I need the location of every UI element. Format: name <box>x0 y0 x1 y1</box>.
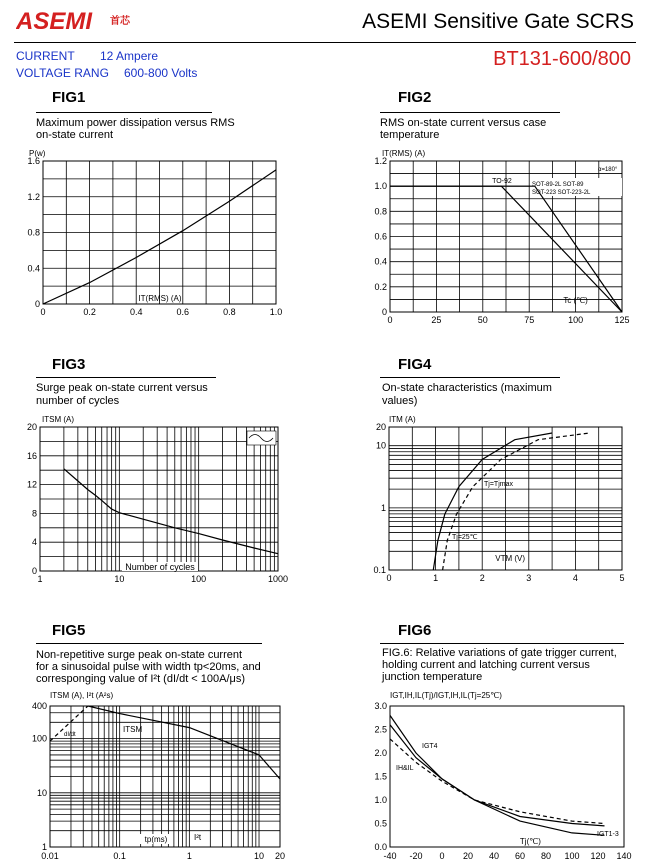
fig5-x-axis-label: tp(ms) <box>144 835 168 844</box>
fig6-annotation-igt4: IGT4 <box>422 743 438 750</box>
fig5-desc2: for a sinusoidal pulse with width tp<20ms, and <box>36 661 261 673</box>
fig4-x-tick-label: 2 <box>479 573 485 583</box>
fig2-annotation-sot89: SOT-89-2L SOT-89 <box>532 182 584 188</box>
fig2-x-tick-label: 25 <box>431 315 442 325</box>
fig4-annotation-tj25: Tj=25℃ <box>452 534 478 541</box>
fig2-desc2: temperature <box>380 129 440 141</box>
fig3-y-tick-label: 16 <box>26 450 37 461</box>
fig6-x-tick-label: -20 <box>409 851 423 861</box>
fig3-y-tick-label: 0 <box>31 566 37 576</box>
fig4-y-tick-label: 1 <box>380 502 386 513</box>
fig1-y-tick-label: 0.8 <box>27 227 40 238</box>
fig2-x-tick-label: 75 <box>524 315 535 325</box>
fig3-y-tick-label: 12 <box>26 479 37 490</box>
fig6-y-tick-label: 1.0 <box>374 795 387 805</box>
fig6-y-tick-label: 2.5 <box>374 724 387 735</box>
fig1-y-axis-label: P(w) <box>29 149 46 158</box>
fig3-desc1: Surge peak on-state current versus <box>36 382 208 394</box>
fig6-x-tick-label: 20 <box>462 851 474 861</box>
fig2-y-tick-label: 0 <box>381 307 387 317</box>
fig1-x-tick-label: 0.4 <box>129 307 143 317</box>
fig6-plot-frame <box>390 706 624 847</box>
fig3-y-tick-label: 4 <box>31 537 37 548</box>
fig6-igt13-curve <box>390 725 605 836</box>
fig6-igt4-curve <box>390 715 605 826</box>
fig5-annotation-itsm: ITSM <box>123 725 143 734</box>
fig4-y-tick-label: 10 <box>375 440 386 451</box>
fig5-x-tick-label: 0.01 <box>41 851 59 861</box>
fig6-desc2: holding current and latching current versus <box>382 659 590 671</box>
logo-text: ASEMI <box>16 8 93 34</box>
fig3-y-axis-label: ITSM (A) <box>42 415 74 424</box>
fig6-y-tick-label: 2.0 <box>374 748 387 758</box>
fig1-y-tick-label: 1.2 <box>27 191 40 202</box>
fig6-y-tick-label: 3.0 <box>374 701 387 711</box>
fig2-y-tick-label: 1.0 <box>374 181 387 192</box>
voltage-value: 600-800 Volts <box>124 66 198 80</box>
fig6-y-axis-label: IGT,IH,IL(Tj)/IGT,IH,IL(Tj=25℃) <box>390 691 502 700</box>
logo-cn: 首芯 <box>110 16 130 27</box>
fig3-surge-curve <box>64 469 278 554</box>
fig3-x-tick-label: 100 <box>191 574 207 584</box>
fig2-annotation-alpha: α=180° <box>598 167 618 173</box>
fig4-y-tick-label: 0.1 <box>373 565 386 575</box>
fig1-desc2: on-state current <box>36 129 114 141</box>
fig6-y-tick-label: 0.5 <box>374 818 387 829</box>
fig1-y-tick-label: 1.6 <box>27 156 40 166</box>
fig3-y-tick-label: 8 <box>31 508 37 519</box>
fig4-y-axis-label: ITM (A) <box>389 415 416 424</box>
fig6-x-tick-label: 0 <box>439 851 445 861</box>
fig4-annotation-tjmax: Tj=Tjmax <box>484 481 513 488</box>
fig4-y-tick-label: 20 <box>375 422 386 432</box>
current-label: CURRENT <box>16 49 75 63</box>
fig5-y-tick-label: 100 <box>31 733 47 744</box>
fig2-desc1: RMS on-state current versus case <box>380 117 547 129</box>
fig5-x-tick-label: 1 <box>186 851 192 861</box>
fig4-desc1: On-state characteristics (maximum <box>382 382 552 394</box>
fig1-x-tick-label: 1.0 <box>269 307 283 317</box>
fig1-y-tick-label: 0.4 <box>27 263 40 274</box>
fig5-x-tick-label: 20 <box>274 851 286 861</box>
fig3-desc2: number of cycles <box>36 395 120 407</box>
fig2-x-tick-label: 125 <box>614 315 630 325</box>
fig6-y-tick-label: 0.0 <box>374 842 387 852</box>
current-value: 12 Ampere <box>100 49 159 63</box>
fig4-x-axis-label: VTM (V) <box>495 553 526 563</box>
fig2-x-tick-label: 100 <box>568 315 584 325</box>
voltage-label: VOLTAGE RANG <box>16 66 109 80</box>
fig6-label: FIG6 <box>398 622 432 639</box>
fig4-x-tick-label: 1 <box>433 573 439 583</box>
fig5-x-tick-label: 10 <box>254 851 265 861</box>
fig5-y-axis-label: ITSM (A), I²t (A²s) <box>50 691 114 700</box>
fig5-y-tick-label: 400 <box>31 701 47 711</box>
fig4-x-tick-label: 3 <box>526 573 532 583</box>
fig4-label: FIG4 <box>398 356 432 373</box>
fig6-x-tick-label: 40 <box>488 851 500 861</box>
fig5-x-tick-label: 0.1 <box>113 851 126 861</box>
fig4-tj25-curve <box>443 433 590 570</box>
fig4-x-tick-label: 0 <box>386 573 392 583</box>
fig1-label: FIG1 <box>52 89 86 106</box>
fig2-y-tick-label: 1.2 <box>374 156 387 166</box>
fig1-desc1: Maximum power dissipation versus RMS <box>36 117 235 129</box>
fig5-annotation-didt: dI/dt <box>64 732 76 738</box>
fig6-annotation-ihil: IH&IL <box>396 765 414 772</box>
fig2-x-tick-label: 0 <box>387 315 393 325</box>
fig6-x-tick-label: 80 <box>540 851 552 861</box>
fig2-y-tick-label: 0.6 <box>374 231 387 242</box>
fig5-desc1: Non-repetitive surge peak on-state current <box>36 649 243 661</box>
fig4-tjmax-curve <box>433 433 552 570</box>
fig5-label: FIG5 <box>52 622 86 639</box>
fig2-x-axis-label: Tc (℃) <box>563 296 588 305</box>
fig2-y-tick-label: 0.8 <box>374 206 387 217</box>
fig6-x-axis-label: Tj(℃) <box>519 837 541 846</box>
fig6-desc1: FIG.6: Relative variations of gate trigger current, <box>382 647 617 659</box>
fig2-label: FIG2 <box>398 89 432 106</box>
fig3-x-tick-label: 1 <box>37 574 43 584</box>
fig4-x-tick-label: 5 <box>619 573 625 583</box>
page-title: ASEMI Sensitive Gate SCRS <box>362 10 634 33</box>
fig1-x-tick-label: 0.6 <box>176 307 190 317</box>
fig3-label: FIG3 <box>52 356 86 373</box>
part-number: BT131-600/800 <box>493 48 631 70</box>
fig5-annotation-i2t: I²t <box>194 833 202 842</box>
fig6-y-tick-label: 1.5 <box>374 771 387 782</box>
fig2-y-tick-label: 0.4 <box>374 256 387 267</box>
fig5-desc3: corresponging value of I²t (dI/dt < 100A/μs) <box>36 673 246 685</box>
fig3-x-tick-label: 10 <box>114 574 125 584</box>
fig5-y-tick-label: 1 <box>41 842 47 852</box>
fig2-y-tick-label: 0.2 <box>374 281 387 292</box>
fig1-x-axis-label: IT(RMS) (A) <box>138 294 182 303</box>
fig4-desc2: values) <box>382 395 418 407</box>
fig4-x-tick-label: 4 <box>572 573 578 583</box>
fig2-annotation-to92: TO-92 <box>492 178 512 185</box>
fig1-x-tick-label: 0 <box>40 307 46 317</box>
fig3-x-axis-label: Number of cycles <box>125 562 195 572</box>
fig5-y-tick-label: 10 <box>36 787 47 798</box>
fig1-y-tick-label: 0 <box>34 299 40 309</box>
fig1-x-tick-label: 0.2 <box>83 307 96 317</box>
fig6-x-tick-label: 120 <box>590 851 606 861</box>
fig2-x-tick-label: 50 <box>477 315 488 325</box>
fig3-y-tick-label: 20 <box>26 422 37 432</box>
fig6-annotation-igt13: IGT1-3 <box>597 831 619 838</box>
fig6-x-tick-label: 100 <box>564 851 580 861</box>
fig6-desc3: junction temperature <box>382 671 483 683</box>
fig3-x-tick-label: 1000 <box>267 574 289 584</box>
fig2-annotation-sot223: SOT-223 SOT-223-2L <box>532 190 591 196</box>
fig6-x-tick-label: -40 <box>383 851 397 861</box>
fig6-x-tick-label: 60 <box>514 851 526 861</box>
fig2-y-axis-label: IT(RMS) (A) <box>382 149 426 158</box>
fig1-x-tick-label: 0.8 <box>223 307 236 317</box>
fig6-x-tick-label: 140 <box>616 851 632 861</box>
